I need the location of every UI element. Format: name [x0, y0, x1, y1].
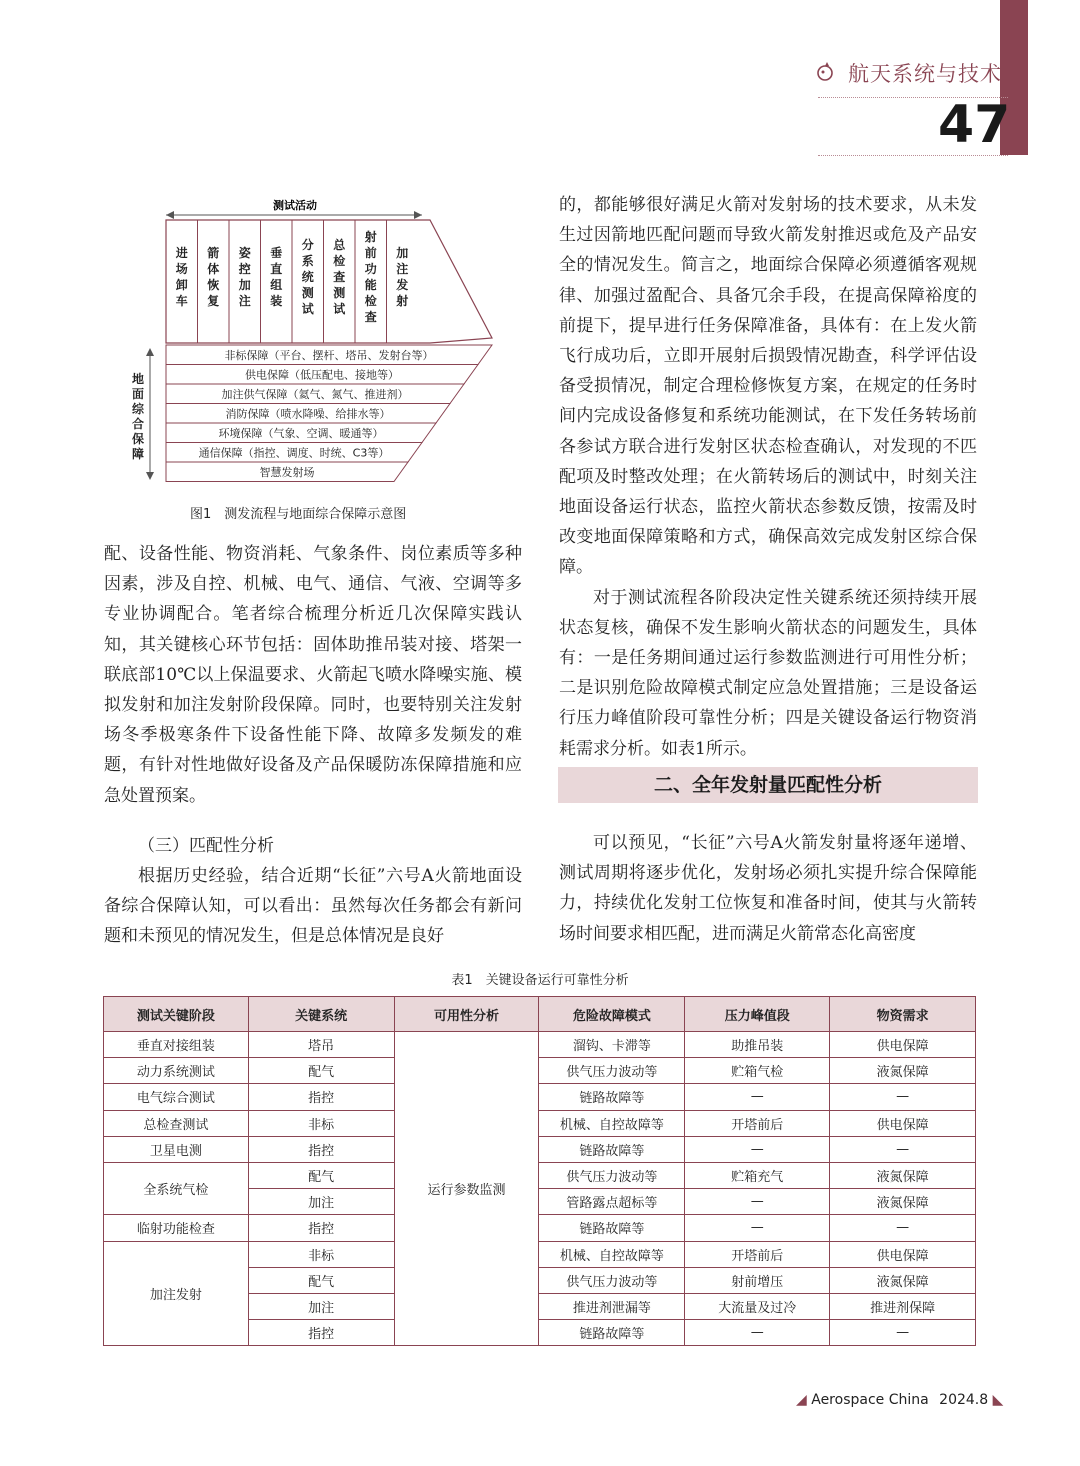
col-header: 测试关键阶段 [104, 997, 249, 1032]
activity-char: 直 [270, 262, 283, 276]
table-cell: — [830, 1084, 976, 1110]
activity-char: 测 [333, 286, 346, 300]
journal-name: Aerospace China [811, 1392, 929, 1408]
table-cell: 供气压力波动等 [539, 1058, 685, 1084]
triangle-icon: ◢ [796, 1392, 807, 1408]
activity-char: 组 [270, 278, 283, 292]
table-cell: 配气 [248, 1162, 394, 1188]
table-cell: 配气 [248, 1058, 394, 1084]
table-cell: 液氮保障 [830, 1267, 976, 1293]
table-row [104, 1084, 976, 1110]
table-row [104, 1136, 976, 1162]
table-cell: 链路故障等 [539, 1215, 685, 1241]
paragraph: 根据历史经验，结合近期“长征”六号A火箭地面设备综合保障认知，可以看出：虽然每次任务都会有新问题和未预见的情况发生，但是总体情况是良好 [104, 866, 522, 947]
table-row [104, 1215, 976, 1241]
table-cell: 加注 [248, 1293, 394, 1319]
table-cell: 非标 [248, 1241, 394, 1267]
paragraph: 对于测试流程各阶段决定性关键系统还须持续开展状态复核，确保不发生影响火箭状态的问题发生，具体有：一是任务期间通过运行参数监测进行可用性分析；二是识别危险故障模式制定应急处置措施；三是设备运行压力峰值阶段可靠性分析；四是关键设备运行物资消耗需求分析。如表1所示。 [559, 587, 977, 759]
activity-char: 注 [396, 262, 409, 276]
table-cell: — [685, 1320, 830, 1346]
right-column [559, 190, 977, 764]
paragraph: 可以预见，“长征”六号A火箭发射量将逐年递增、测试周期将逐步优化，发射场必须扎实提升综合保障能力，持续优化发射工位恢复和准备时间，使其与火箭转场时间要求相匹配，进而满足火箭常态化高密度 [559, 833, 977, 944]
section-heading: 二、全年发射量匹配性分析 [558, 767, 978, 803]
side-label-char: 保 [131, 432, 145, 446]
table-cell: 液氮保障 [830, 1058, 976, 1084]
reliability-table [103, 996, 976, 1346]
table-cell: 管路露点超标等 [539, 1189, 685, 1215]
table-cell: 运行参数监测 [394, 1032, 539, 1346]
table-cell: — [685, 1136, 830, 1162]
layer-label: 通信保障（指控、调度、时统、C3等） [198, 446, 390, 460]
table-cell: 开塔前后 [685, 1241, 830, 1267]
table-cell: 推进剂保障 [830, 1293, 976, 1319]
right-column-lower [559, 828, 977, 949]
table-cell: 全系统气检 [104, 1162, 249, 1214]
activity-char: 注 [238, 294, 251, 308]
table-cell: 链路故障等 [539, 1320, 685, 1346]
section-title: 航天系统与技术 [848, 62, 1002, 86]
activity-char: 控 [238, 262, 251, 276]
subheading: （三）匹配性分析 [138, 835, 274, 856]
activity-char: 箭 [207, 246, 220, 260]
activity-char: 发 [396, 278, 409, 292]
activity-char: 体 [207, 262, 220, 276]
table-title: 表1 关键设备运行可靠性分析 [451, 973, 629, 988]
table-cell: 贮箱气检 [685, 1058, 830, 1084]
table-cell: — [830, 1215, 976, 1241]
activity-char: 恢 [207, 278, 220, 292]
table-cell: 链路故障等 [539, 1136, 685, 1162]
table-cell: 液氮保障 [830, 1189, 976, 1215]
table-cell: 机械、自控故障等 [539, 1241, 685, 1267]
activity-char: 射 [396, 294, 409, 308]
activity-char: 场 [175, 262, 188, 276]
left-column [104, 539, 522, 952]
table-cell: 加注 [248, 1189, 394, 1215]
col-header: 可用性分析 [394, 997, 539, 1032]
table-cell: 垂直对接组装 [104, 1032, 249, 1058]
activity-char: 装 [270, 294, 283, 308]
activity-char: 进 [175, 246, 188, 260]
layer-label: 加注供气保障（氦气、氮气、推进剂） [221, 388, 409, 401]
activity-char: 总 [333, 238, 346, 252]
activity-char: 试 [301, 302, 314, 316]
activity-char: 功 [364, 262, 377, 276]
activity-char: 复 [207, 294, 220, 308]
table-cell: 供气压力波动等 [539, 1267, 685, 1293]
side-label-char: 障 [131, 447, 145, 461]
table-cell: 指控 [248, 1136, 394, 1162]
table-cell: — [685, 1215, 830, 1241]
activity-char: 姿 [238, 246, 251, 260]
table-header-row [104, 997, 976, 1032]
layer-label: 非标保障（平台、摆杆、塔吊、发射台等） [224, 349, 434, 362]
table-cell: 液氮保障 [830, 1162, 976, 1188]
table-cell: 塔吊 [248, 1032, 394, 1058]
table-cell: 供气压力波动等 [539, 1162, 685, 1188]
activity-char: 测 [301, 286, 314, 300]
activity-char: 前 [364, 246, 377, 260]
table-row [104, 1032, 976, 1058]
col-header: 压力峰值段 [685, 997, 830, 1032]
paragraph: 配、设备性能、物资消耗、气象条件、岗位素质等多种因素，涉及自控、机械、电气、通信、气液、空调等多专业协调配合。笔者综合梳理分析近几次保障实践认知，其关键核心环节包括：固体助推吊装对接、塔架一联底部10℃以上保温要求、火箭起飞喷水降噪实施、模拟发射和加注发射阶段保障。同时，也要特别关注发射场冬季极寒条件下设备性能下降、故障多发频发的难题，有针对性地做好设备及产品保暖防冻保障措施和应急处置预案。 [104, 544, 522, 806]
activity-char: 分 [301, 238, 314, 252]
activity-char: 卸 [175, 278, 188, 292]
page-number: 47 [938, 95, 1011, 155]
layer-label: 环境保障（气象、空调、暖通等） [218, 427, 384, 440]
col-header: 危险故障模式 [539, 997, 685, 1032]
table-cell: 推进剂泄漏等 [539, 1293, 685, 1319]
side-label-char: 地 [131, 372, 145, 386]
activity-char: 射 [364, 230, 377, 244]
layer-label: 智慧发射场 [259, 466, 315, 479]
activity-char: 加 [238, 278, 251, 292]
side-label-char: 综 [131, 402, 145, 416]
col-header: 物资需求 [830, 997, 976, 1032]
layer-label: 供电保障（低压配电、接地等） [245, 368, 399, 382]
layer-label: 消防保障（喷水降噪、给排水等） [225, 407, 391, 421]
table-cell: 临射功能检查 [104, 1215, 249, 1241]
footer [796, 1392, 1003, 1408]
table-cell: 电气综合测试 [104, 1084, 249, 1110]
table-cell: 供电保障 [830, 1032, 976, 1058]
figure-caption: 图1 测发流程与地面综合保障示意图 [190, 507, 407, 522]
table-cell: 机械、自控故障等 [539, 1110, 685, 1136]
table-cell: 贮箱充气 [685, 1162, 830, 1188]
activity-char: 能 [364, 278, 377, 292]
table-cell: 溜钩、卡滞等 [539, 1032, 685, 1058]
activity-char: 查 [333, 270, 346, 284]
table-cell: 开塔前后 [685, 1110, 830, 1136]
table-cell: — [830, 1136, 976, 1162]
activity-char: 查 [364, 310, 377, 324]
table-cell: 加注发射 [104, 1241, 249, 1346]
side-label-char: 面 [131, 387, 145, 401]
col-header: 关键系统 [248, 997, 394, 1032]
activity-char: 垂 [270, 246, 283, 260]
figure-1 [100, 188, 520, 488]
table-cell: 指控 [248, 1084, 394, 1110]
activity-char: 车 [175, 294, 188, 308]
activity-char: 检 [364, 294, 377, 308]
table-cell: — [830, 1320, 976, 1346]
activity-char: 检 [333, 254, 346, 268]
table-row [104, 1162, 976, 1188]
table-cell: 配气 [248, 1267, 394, 1293]
divider [818, 155, 1008, 156]
figure-top-label: 测试活动 [273, 199, 317, 212]
activity-char: 加 [396, 246, 409, 260]
table-cell: 非标 [248, 1110, 394, 1136]
activity-char: 试 [333, 302, 346, 316]
table-cell: — [685, 1189, 830, 1215]
table-cell: 射前增压 [685, 1267, 830, 1293]
issue: 2024.8 [939, 1392, 989, 1408]
activity-char: 统 [301, 270, 314, 284]
table-row [104, 1058, 976, 1084]
table-cell: 助推吊装 [685, 1032, 830, 1058]
table-cell: 供电保障 [830, 1241, 976, 1267]
activity-char: 系 [301, 254, 314, 268]
table-cell: 卫星电测 [104, 1136, 249, 1162]
table-cell: 链路故障等 [539, 1084, 685, 1110]
table-cell: 总检查测试 [104, 1110, 249, 1136]
table-row [104, 1110, 976, 1136]
table-cell: — [685, 1084, 830, 1110]
side-label-char: 合 [131, 417, 145, 431]
table-row [104, 1241, 976, 1267]
table-cell: 指控 [248, 1320, 394, 1346]
triangle-icon: ◣ [992, 1392, 1004, 1408]
table-cell: 动力系统测试 [104, 1058, 249, 1084]
table-cell: 指控 [248, 1215, 394, 1241]
table-cell: 大流量及过冷 [685, 1293, 830, 1319]
paragraph: 的，都能够很好满足火箭对发射场的技术要求，从未发生过因箭地匹配问题而导致火箭发射推迟或危及产品安全的情况发生。简言之，地面综合保障必须遵循客观规律、加强过盈配合、具备冗余手段，在提高保障裕度的前提下，提早进行任务保障准备，具体有：在上发火箭飞行成功后，立即开展射后损毁情况勘查，科学评估设备受损情况，制定合理检修恢复方案，在规定的任务时间内完成设备修复和系统功能测试，在下发任务转场前各参试方联合进行发射区状态检查确认，对发现的不匹配项及时整改处理；在火箭转场后的测试中，时刻关注地面设备运行状态，监控火箭状态参数反馈，按需及时改变地面保障策略和方式，确保高效完成发射区综合保障。 [559, 195, 977, 578]
table-cell: 供电保障 [830, 1110, 976, 1136]
